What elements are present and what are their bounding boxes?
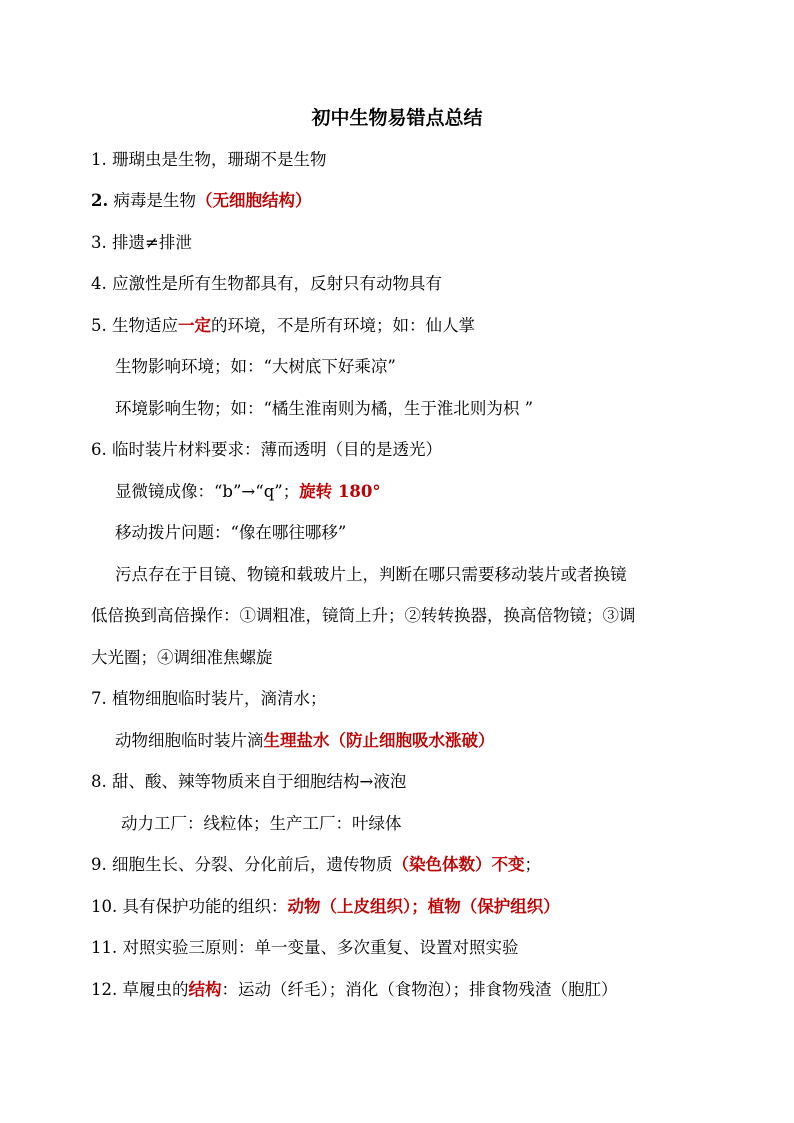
line-text: 的环境，不是所有环境；如：仙人掌 — [211, 316, 475, 335]
line-text: 环境影响生物；如：“橘生淮南则为橘，生于淮北则为枳 ” — [115, 399, 534, 418]
line-text: 动物细胞临时装片滴 — [115, 731, 264, 750]
line-text: 8. 甜、酸、辣等物质来自于细胞结构→液泡 — [91, 772, 407, 791]
line-text: 5. 生物适应 — [91, 316, 178, 335]
line-1 — [91, 148, 327, 172]
page-title: 初中生物易错点总结 — [311, 107, 483, 129]
line-15 — [115, 729, 495, 753]
line-text: ； — [524, 855, 541, 874]
line-6 — [115, 355, 396, 379]
line-text: 3. 排遗≠排泄 — [91, 233, 192, 252]
line-text: 2. — [91, 191, 109, 210]
line-12 — [91, 604, 636, 628]
line-text: 低倍换到高倍操作：①调粗准，镜筒上升；②转转换器，换高倍物镜；③调 — [91, 606, 636, 625]
line-text: 移动拨片问题：“像在哪往哪移” — [115, 523, 347, 542]
line-text: 污点存在于目镜、物镜和载玻片上，判断在哪只需要移动装片或者换镜 — [115, 565, 627, 584]
highlight-text: （无细胞结构） — [195, 191, 312, 210]
line-text: 大光圈；④调细准焦螺旋 — [91, 648, 273, 667]
line-13 — [91, 646, 273, 670]
highlight-text: 一定 — [178, 316, 211, 335]
line-text: ：运动（纤毛）；消化（食物泡）；排食物残渣（胞肛） — [221, 980, 618, 999]
line-text: 11. 对照实验三原则：单一变量、多次重复、设置对照实验 — [91, 938, 519, 957]
line-8 — [91, 438, 442, 462]
line-text: 生物影响环境；如：“大树底下好乘凉” — [115, 357, 396, 376]
line-11 — [115, 563, 627, 587]
line-21 — [91, 978, 618, 1002]
line-text: 6. 临时装片材料要求：薄而透明（目的是透光） — [91, 440, 442, 459]
line-text: 10. 具有保护功能的组织： — [91, 897, 288, 916]
line-2 — [91, 189, 311, 213]
highlight-text: （染色体数）不变 — [392, 855, 525, 874]
line-4 — [91, 272, 442, 296]
line-text: 1. 珊瑚虫是生物，珊瑚不是生物 — [91, 150, 327, 169]
line-text: 4. 应激性是所有生物都具有，反射只有动物具有 — [91, 274, 442, 293]
line-5 — [91, 314, 475, 338]
line-16 — [91, 770, 406, 794]
line-3 — [91, 231, 192, 255]
highlight-text: 旋转 180° — [299, 482, 381, 501]
line-18 — [91, 853, 541, 877]
line-17 — [121, 812, 402, 836]
line-10 — [115, 521, 346, 545]
line-20 — [91, 936, 519, 960]
line-text: 12. 草履虫的 — [91, 980, 189, 999]
line-text: 显微镜成像：“b”→“q”； — [115, 482, 300, 501]
line-9 — [115, 480, 381, 504]
line-19 — [91, 895, 560, 919]
line-14 — [91, 687, 327, 711]
highlight-text: 动物（上皮组织）；植物（保护组织） — [287, 897, 560, 916]
line-text: 7. 植物细胞临时装片，滴清水； — [91, 689, 327, 708]
line-text: 动力工厂：线粒体；生产工厂：叶绿体 — [121, 814, 402, 833]
line-text: 病毒是生物 — [108, 191, 196, 210]
line-7 — [115, 397, 533, 421]
highlight-text: 结构 — [188, 980, 222, 999]
line-text: 9. 细胞生长、分裂、分化前后，遗传物质 — [91, 855, 393, 874]
highlight-text: 生理盐水（防止细胞吸水涨破） — [263, 731, 495, 750]
